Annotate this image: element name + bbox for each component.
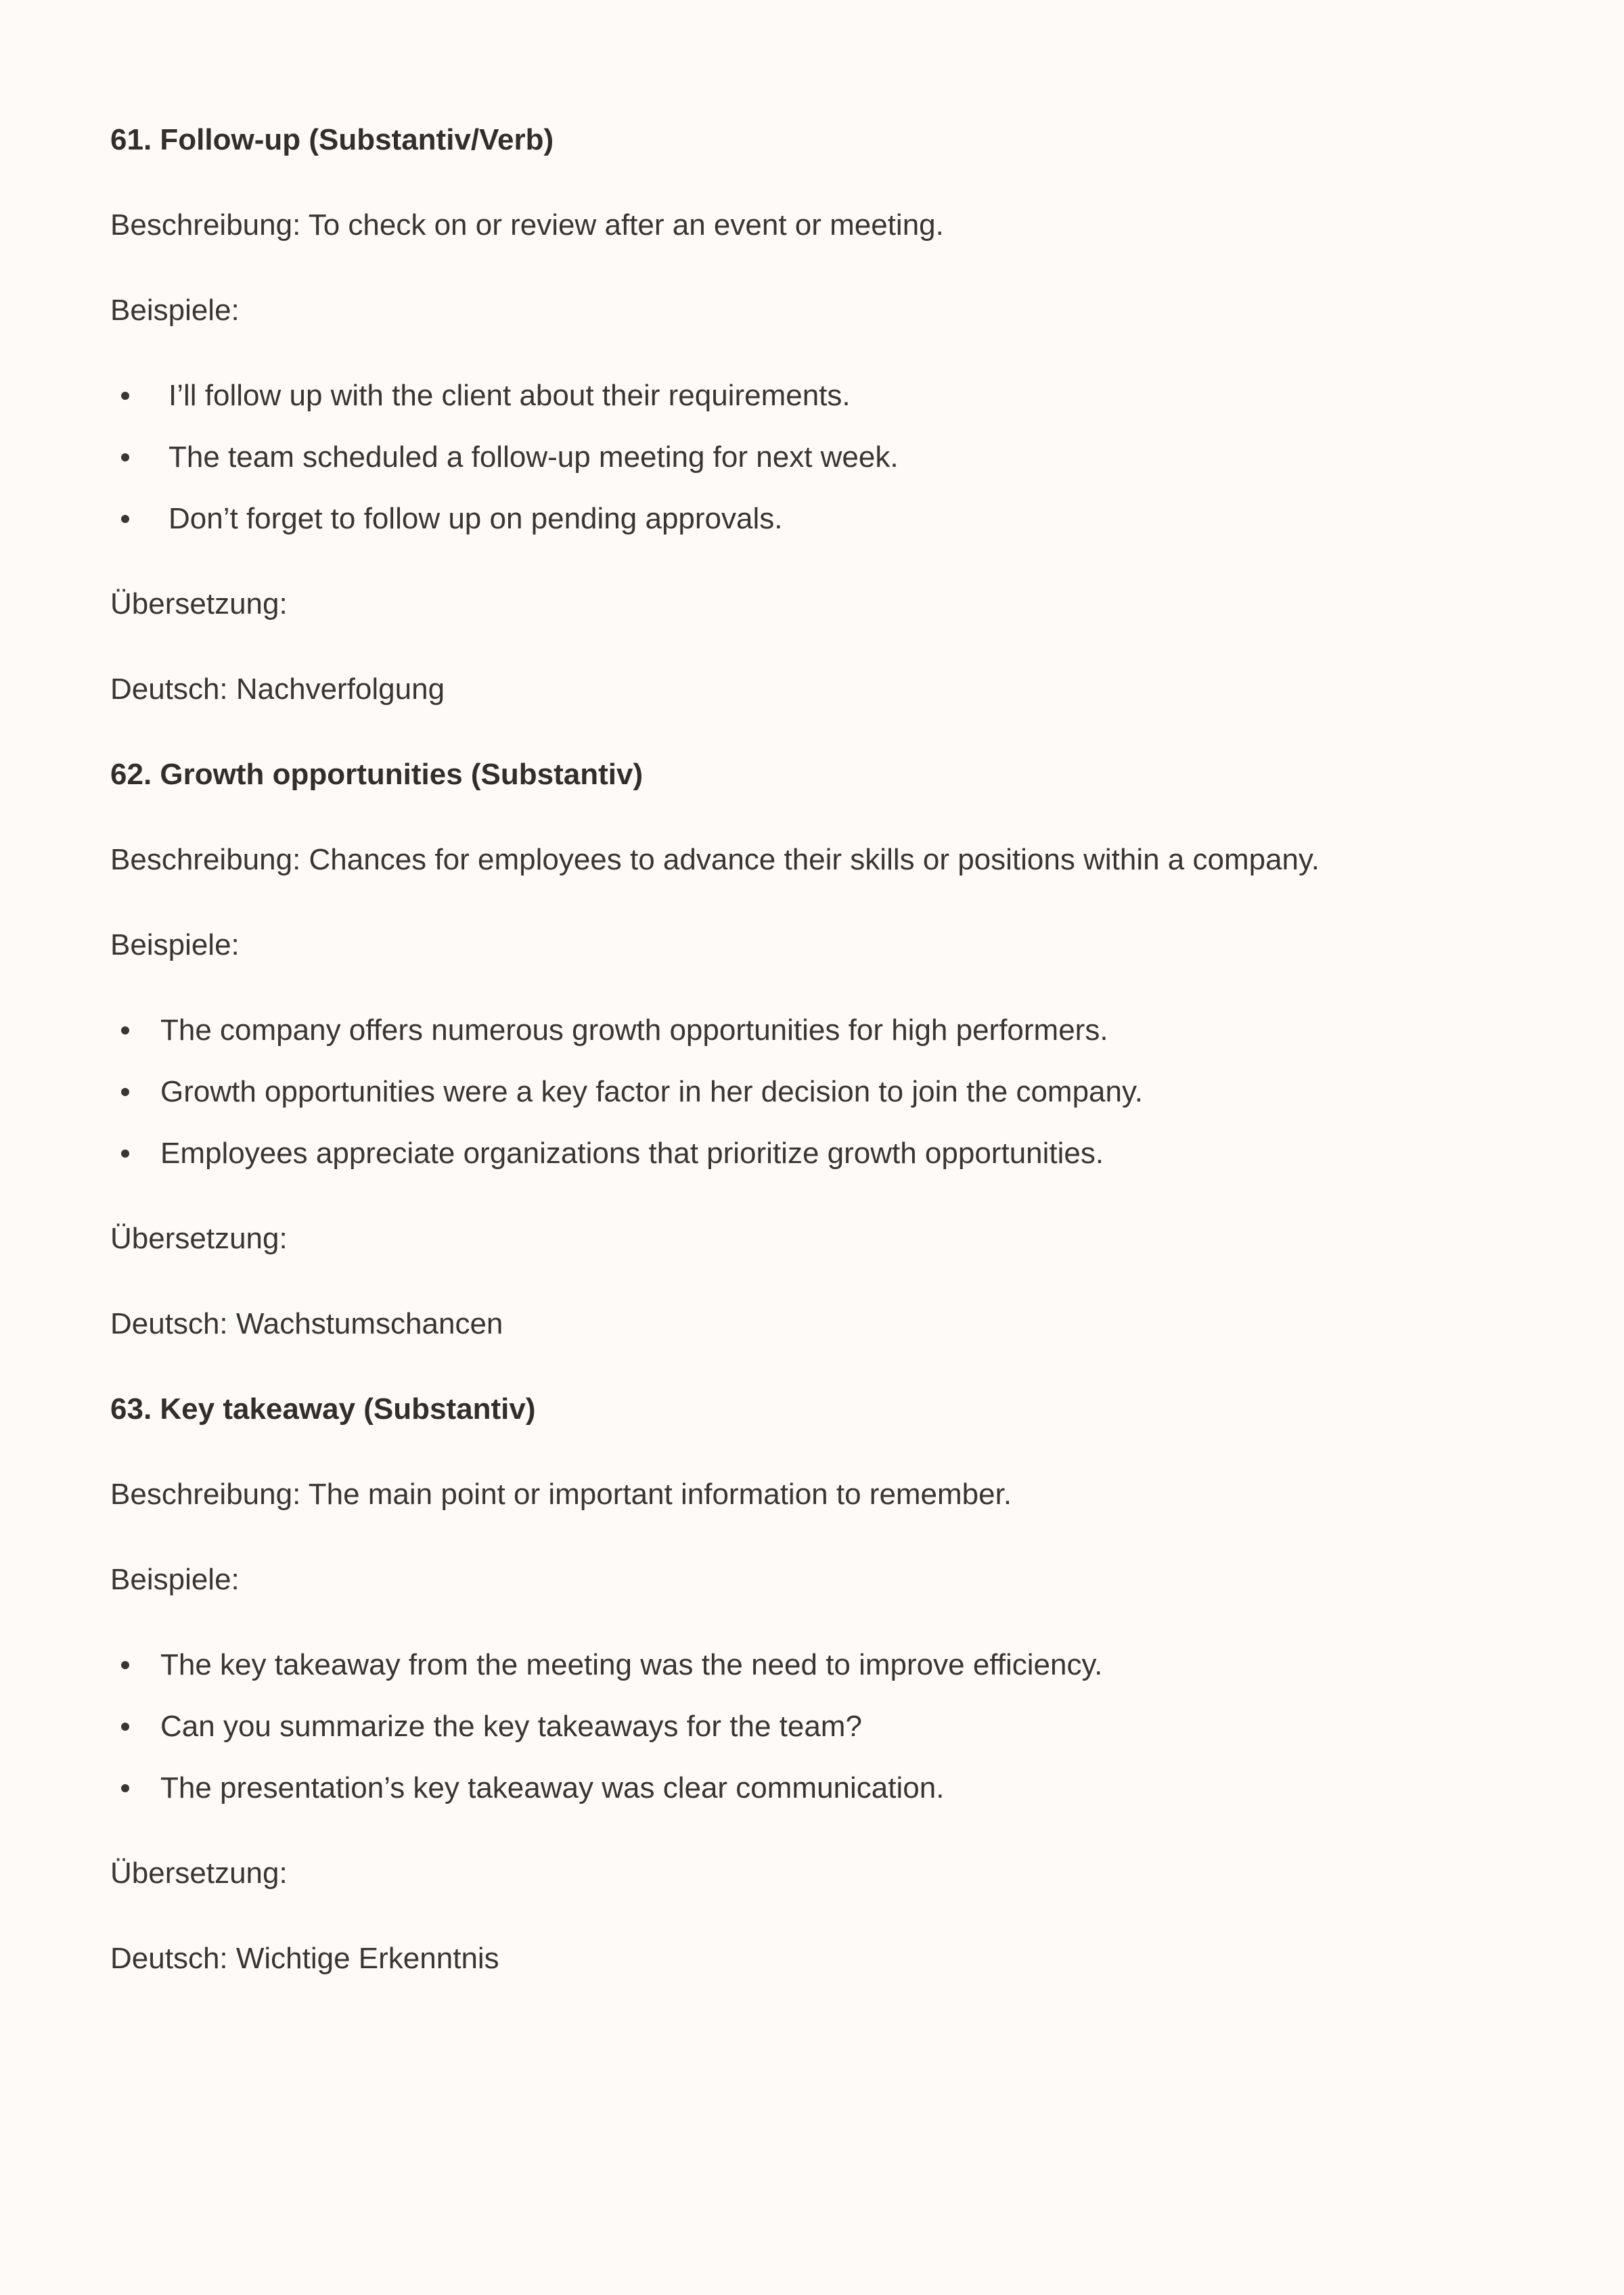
bullet-icon (121, 515, 129, 523)
example-item (110, 1004, 1531, 1057)
bullet-icon (121, 1088, 129, 1096)
example-text: The key takeaway from the meeting was the need to improve efficiency. (160, 1648, 1103, 1681)
example-text: The presentation’s key takeaway was clear communication. (160, 1771, 945, 1804)
entry-title: 63. Key takeaway (Substantiv) (110, 1392, 536, 1426)
bullet-icon (121, 1784, 129, 1792)
vocab-entry (110, 114, 1531, 716)
vocab-entry (110, 1383, 1531, 1985)
bullet-icon (121, 1150, 129, 1158)
translation-text: Deutsch: Nachverfolgung (110, 673, 445, 706)
examples-list (110, 1639, 1531, 1815)
entry-title: 61. Follow-up (Substantiv/Verb) (110, 123, 554, 156)
examples-list (110, 369, 1531, 545)
example-text: Employees appreciate organizations that prioritize growth opportunities. (160, 1137, 1104, 1170)
example-item (110, 1639, 1531, 1691)
example-item (110, 369, 1531, 422)
example-text: I’ll follow up with the client about their requirements. (168, 379, 851, 412)
bullet-icon (121, 1723, 129, 1731)
bullet-icon (121, 453, 129, 461)
translation-label: Übersetzung: (110, 1222, 288, 1255)
vocab-entry (110, 748, 1531, 1350)
bullet-icon (121, 1661, 129, 1669)
bullet-icon (121, 1026, 129, 1035)
example-text: Don’t forget to follow up on pending approvals. (168, 502, 783, 535)
example-item (110, 1762, 1531, 1815)
translation-label: Übersetzung: (110, 1857, 288, 1890)
examples-list (110, 1004, 1531, 1180)
entry-title: 62. Growth opportunities (Substantiv) (110, 758, 644, 791)
example-text: Can you summarize the key takeaways for the team? (160, 1710, 862, 1743)
example-item (110, 1700, 1531, 1753)
translation-label: Übersetzung: (110, 587, 288, 620)
entry-description: Beschreibung: Chances for employees to advance their skills or positions within a company. (110, 843, 1320, 876)
translation-text: Deutsch: Wichtige Erkenntnis (110, 1942, 499, 1975)
entry-description: Beschreibung: To check on or review after an event or meeting. (110, 208, 944, 242)
document-page (110, 114, 1531, 2018)
example-item (110, 1066, 1531, 1118)
examples-label: Beispiele: (110, 1563, 240, 1596)
example-item (110, 1127, 1531, 1180)
examples-label: Beispiele: (110, 294, 240, 327)
translation-text: Deutsch: Wachstumschancen (110, 1307, 503, 1340)
example-text: Growth opportunities were a key factor in her decision to join the company. (160, 1075, 1143, 1108)
entry-description: Beschreibung: The main point or important information to remember. (110, 1478, 1012, 1511)
bullet-icon (121, 392, 129, 400)
example-item (110, 431, 1531, 484)
example-item (110, 493, 1531, 545)
example-text: The team scheduled a follow-up meeting for next week. (168, 440, 899, 474)
example-text: The company offers numerous growth opportunities for high performers. (160, 1014, 1108, 1047)
examples-label: Beispiele: (110, 928, 240, 961)
